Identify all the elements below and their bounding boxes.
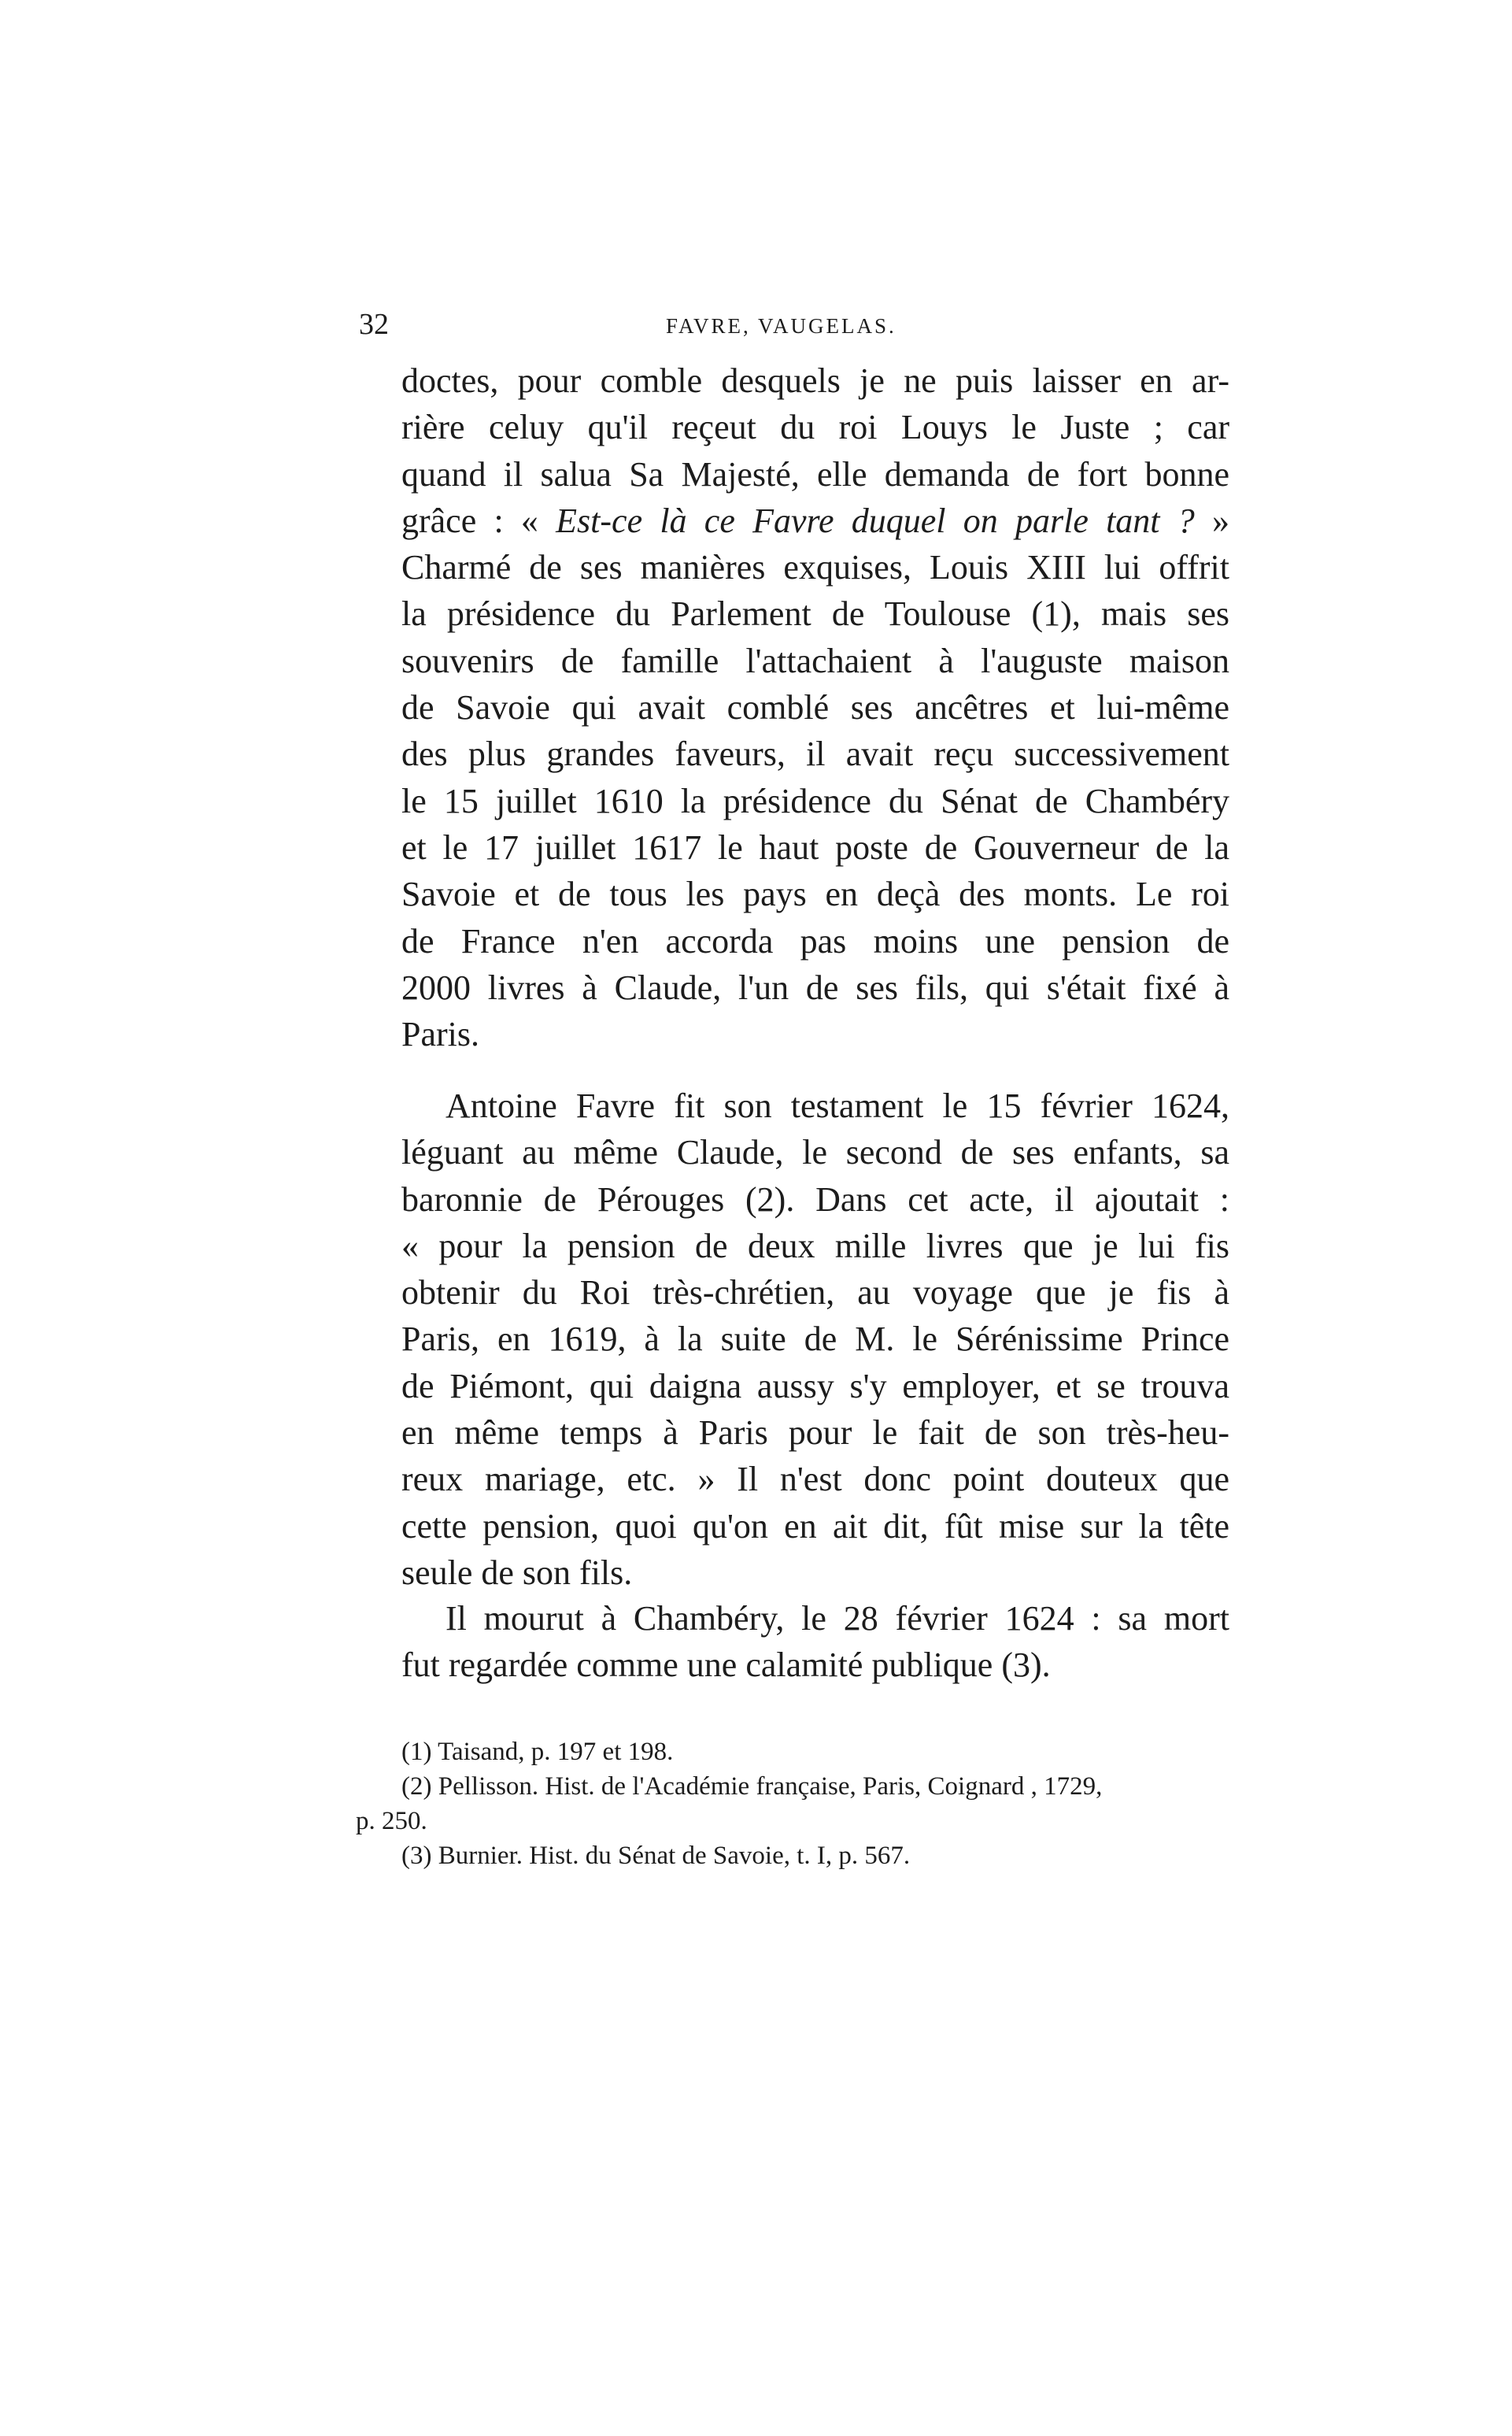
footnote: (3) Burnier. Hist. du Sénat de Savoie, t. I, p. 567. xyxy=(401,1842,911,1870)
text-line: de France n'en accorda pas moins une pension de xyxy=(401,921,1229,961)
text-line: Savoie et de tous les pays en deçà des monts. Le roi xyxy=(401,875,1229,914)
quote-line xyxy=(401,498,1229,544)
text-line: cette pension, quoi qu'on en ait dit, fût mise sur la tête xyxy=(401,1506,1229,1546)
text-line: reux mariage, etc. » Il n'est donc point douteux que xyxy=(401,1460,1229,1499)
page-number: 32 xyxy=(359,308,389,341)
text-line: Il mourut à Chambéry, le 28 février 1624 : sa mort xyxy=(445,1599,1229,1638)
text-line: des plus grandes faveurs, il avait reçu successivement xyxy=(401,735,1229,774)
paragraph-3 xyxy=(401,1595,1229,1689)
text-line: de Savoie qui avait comblé ses ancêtres et lui-même xyxy=(401,688,1229,727)
text-line: rière celuy qu'il reçeut du roi Louys le Juste ; car xyxy=(401,408,1229,447)
text-line: et le 17 juillet 1617 le haut poste de Gouverneur de la xyxy=(401,827,1229,867)
text-line: de Piémont, qui daigna aussy s'y employer, et se trouva xyxy=(401,1366,1229,1405)
text-line: seule de son fils. xyxy=(401,1553,633,1592)
text-line: quand il salua Sa Majesté, elle demanda de fort bonne xyxy=(401,454,1229,494)
text-line: obtenir du Roi très-chrétien, au voyage que je fis à xyxy=(401,1273,1229,1312)
footnote: (2) Pellisson. Hist. de l'Académie française, Paris, Coignard , 1729, xyxy=(401,1772,1103,1801)
text-line: en même temps à Paris pour le fait de son très-heu- xyxy=(401,1413,1229,1453)
text-line: la présidence du Parlement de Toulouse (1), mais ses xyxy=(401,594,1229,634)
text-line: le 15 juillet 1610 la présidence du Sénat de Chambéry xyxy=(401,781,1229,820)
text-line: doctes, pour comble desquels je ne puis laisser en ar- xyxy=(401,361,1229,400)
paragraph-2 xyxy=(401,1083,1229,1596)
quote-italic: Est-ce là ce Favre duquel on parle tant ? xyxy=(556,501,1195,540)
footnote: (1) Taisand, p. 197 et 198. xyxy=(401,1738,674,1766)
text-line: Paris. xyxy=(401,1015,479,1054)
text-line: fut regardée comme une calamité publique (3). xyxy=(401,1646,1051,1685)
text-line: Paris, en 1619, à la suite de M. le Sérénissime Prince xyxy=(401,1320,1229,1359)
running-head: FAVRE, VAUGELAS. xyxy=(666,314,896,338)
quote-prefix: grâce : « xyxy=(401,501,556,540)
footnote-continuation: p. 250. xyxy=(356,1807,427,1835)
footnotes xyxy=(356,1734,1229,1873)
text-line: 2000 livres à Claude, l'un de ses fils, qui s'était fixé à xyxy=(401,968,1229,1007)
paragraph-1 xyxy=(401,357,1229,1057)
text-line: « pour la pension de deux mille livres que je lui fis xyxy=(401,1226,1229,1265)
text-line: Charmé de ses manières exquises, Louis XIII lui offrit xyxy=(401,548,1229,587)
text-line: souvenirs de famille l'attachaient à l'auguste maison xyxy=(401,641,1229,680)
text-line: Antoine Favre fit son testament le 15 février 1624, xyxy=(445,1087,1229,1125)
quote-suffix: » xyxy=(1194,501,1229,540)
text-line: léguant au même Claude, le second de ses enfants, sa xyxy=(401,1133,1229,1172)
text-line: baronnie de Pérouges (2). Dans cet acte, il ajoutait : xyxy=(401,1179,1229,1219)
